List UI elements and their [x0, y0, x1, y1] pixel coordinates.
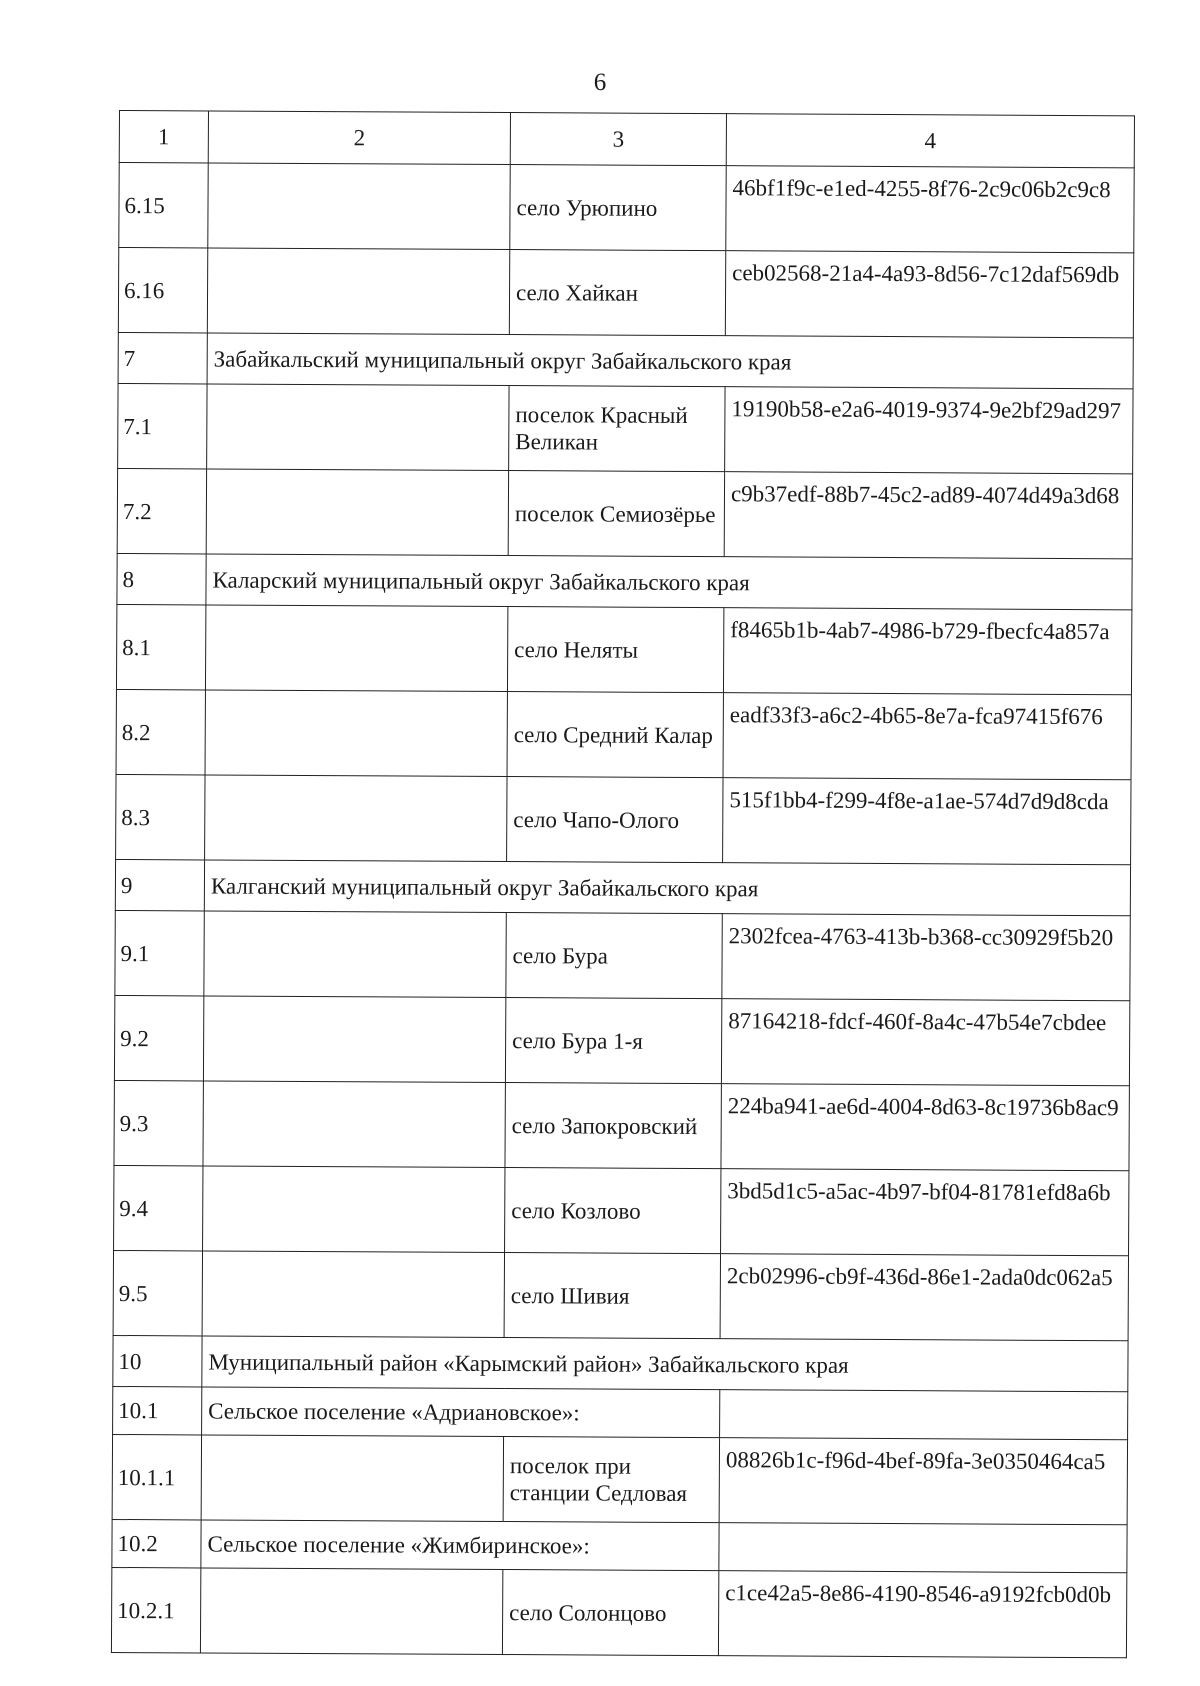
row-number: 9.5 [113, 1250, 202, 1335]
settlement-row [119, 163, 1134, 253]
guid-code: 08826b1c-f96d-4bef-89fa-3e0350464ca5 [719, 1438, 1127, 1525]
row-number: 10.2 [112, 1519, 201, 1567]
row-number: 8.3 [116, 774, 205, 859]
guid-code: 19190b58-e2a6-4019-9374-9e2bf29ad297 [725, 387, 1133, 474]
row-number: 10 [113, 1335, 202, 1386]
settlement-name: поселок при станции Седловая [503, 1437, 719, 1523]
row-name [207, 384, 509, 471]
district-name: Каларский муниципальный округ Забайкальского края [206, 554, 1132, 610]
row-number: 9.3 [114, 1080, 203, 1165]
district-name: Калганский муниципальный округ Забайкальского края [204, 860, 1130, 916]
guid-code: 87164218-fdcf-460f-8a4c-47b54e7cbdee [721, 999, 1129, 1086]
settlement-row [115, 910, 1130, 1000]
settlement-name: село Хайкан [509, 250, 725, 336]
settlement-name: село Запокровский [505, 1083, 721, 1169]
district-name: Забайкальский муниципальный округ Забайкальского края [207, 333, 1133, 389]
row-name [207, 248, 509, 335]
municipality-name: Сельское поселение «Жимбиринское»: [201, 1520, 719, 1571]
settlement-row [118, 383, 1133, 473]
row-number: 7.2 [117, 468, 206, 553]
guid-code: f8465b1b-4ab7-4986-b729-fbecfc4a857a [723, 608, 1131, 695]
row-number: 7 [118, 332, 207, 383]
settlement-name: село Бура 1-я [505, 998, 721, 1084]
settlement-name: село Солонцово [502, 1570, 718, 1656]
row-number: 10.2.1 [111, 1567, 200, 1652]
guid-code: 46bf1f9c-e1ed-4255-8f76-2c9c06b2c9c8 [726, 166, 1134, 253]
guid-code: 2cb02996-cb9f-436d-86e1-2ada0dc062a5 [720, 1254, 1128, 1341]
guid-code: 3bd5d1c5-a5ac-4b97-bf04-81781efd8a6b [721, 1169, 1129, 1256]
row-number: 7.1 [118, 383, 207, 468]
row-number: 8 [117, 553, 206, 604]
row-name [205, 775, 507, 862]
settlement-name: село Козлово [505, 1168, 721, 1254]
settlement-row [116, 774, 1131, 864]
settlement-name: село Урюпино [510, 165, 726, 251]
row-number: 10.1.1 [112, 1434, 201, 1519]
settlement-row [114, 1080, 1129, 1170]
guid-code: c1ce42a5-8e86-4190-8546-a9192fcb0d0b [718, 1571, 1126, 1658]
page-number: 6 [593, 69, 607, 96]
municipality-row [112, 1519, 1127, 1572]
settlement-row [118, 248, 1133, 338]
settlement-row [117, 468, 1132, 558]
row-name [205, 690, 507, 777]
settlement-row [113, 1250, 1128, 1340]
row-name [205, 605, 507, 692]
column-header-4: 4 [726, 114, 1134, 168]
guid-code: 515f1bb4-f299-4f8e-a1ae-574d7d9d8cda [723, 778, 1131, 865]
column-header-2: 2 [208, 111, 510, 165]
empty-cell [719, 1523, 1127, 1573]
row-name [203, 996, 505, 1083]
district-name: Муниципальный район «Карымский район» Забайкальского края [202, 1336, 1128, 1392]
header-row [119, 111, 1134, 168]
settlement-name: поселок Семиозёрье [508, 471, 724, 557]
row-name [208, 163, 510, 250]
row-name [203, 1081, 505, 1168]
municipality-row [113, 1386, 1128, 1439]
column-header-1: 1 [119, 111, 208, 163]
settlement-row [112, 1434, 1127, 1524]
row-name [200, 1568, 502, 1655]
guid-code: eadf33f3-a6c2-4b65-8e7a-fca97415f676 [723, 693, 1131, 780]
row-number: 6.15 [119, 163, 208, 248]
row-number: 9.2 [114, 995, 203, 1080]
settlement-row [114, 1165, 1129, 1255]
row-number: 8.2 [116, 689, 205, 774]
municipality-name: Сельское поселение «Адриановское»: [202, 1387, 720, 1438]
row-name [206, 469, 508, 556]
guid-code: ceb02568-21a4-4a93-8d56-7c12daf569db [725, 251, 1133, 338]
district-row [115, 859, 1130, 915]
row-name [201, 1435, 503, 1522]
settlement-row [111, 1567, 1126, 1657]
settlement-name: село Неляты [507, 607, 723, 693]
row-number: 6.16 [118, 248, 207, 333]
guid-code: 2302fcea-4763-413b-b368-cc30929f5b20 [722, 914, 1130, 1001]
district-row [117, 553, 1132, 609]
row-number: 10.1 [113, 1386, 202, 1434]
settlement-name: поселок Красный Великан [509, 386, 725, 472]
column-header-3: 3 [510, 113, 726, 166]
row-number: 8.1 [116, 604, 205, 689]
empty-cell [720, 1390, 1128, 1440]
guid-code: 224ba941-ae6d-4004-8d63-8c19736b8ac9 [721, 1084, 1129, 1171]
settlement-name: село Бура [506, 913, 722, 999]
district-row [113, 1335, 1128, 1391]
row-number: 9 [115, 859, 204, 910]
settlement-name: село Средний Калар [507, 692, 723, 778]
row-number: 9.1 [115, 910, 204, 995]
settlement-row [116, 604, 1131, 694]
settlement-name: село Шивия [504, 1253, 720, 1339]
settlement-row [116, 689, 1131, 779]
row-name [202, 1251, 504, 1338]
settlement-row [114, 995, 1129, 1085]
guid-code: c9b37edf-88b7-45c2-ad89-4074d49a3d68 [724, 472, 1132, 559]
district-row [118, 332, 1133, 388]
row-name [203, 1166, 505, 1253]
row-name [204, 911, 506, 998]
settlements-table [111, 110, 1135, 1658]
settlement-name: село Чапо-Олого [507, 777, 723, 863]
row-number: 9.4 [114, 1165, 203, 1250]
